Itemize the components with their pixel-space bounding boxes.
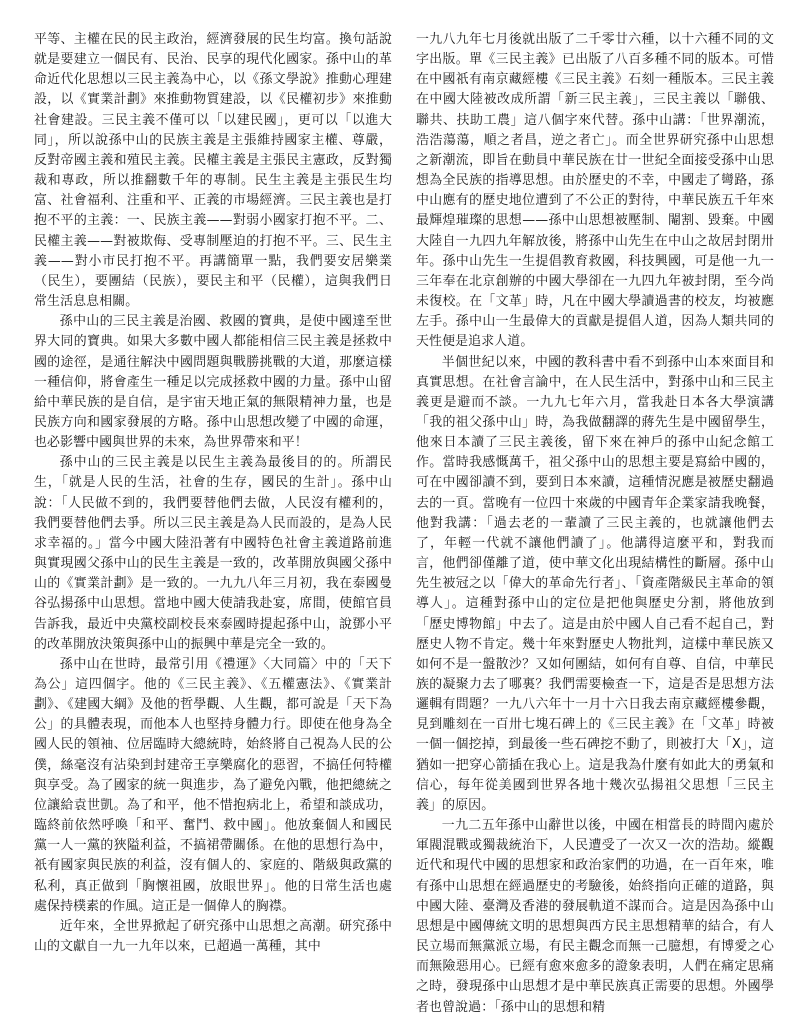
paragraph: 孫中山在世時，最常引用《禮運》〈大同篇〉中的「天下為公」這四個字。他的《三民主義》、《五權憲法》、《實業計劃》、《建國大綱》及他的哲學觀、人生觀，都可說是「天下為公」的具體表現，而他本人也堅持身體力行。即使在他身為全國人民的領袖、位居臨時大總統時，始終將自己視為人民的公僕，絲毫沒有沾染到封建帝王享樂腐化的惡習，不搞任何特權與享受。為了國家的統一與進步，為了避免內戰，他把總統之位讓給袁世凱。為了和平，他不惜抱病北上，希望和談成功，臨終前依然呼喚「和平、奮鬥、救中國」。他放棄個人和國民黨一人一黨的狹隘利益，不搞裙帶關係。在他的思想行為中，祇有國家與民族的利益，沒有個人的、家庭的、階級與政黨的私利，真正做到「胸懷祖國，放眼世界」。他的日常生活也處處保持樸素的作風。這正是一個偉人的胸襟。 xyxy=(34,656,392,914)
left-column xyxy=(34,30,392,1000)
right-column xyxy=(416,30,774,1015)
paragraph: 半個世紀以來，中國的教科書中看不到孫中山本來面目和真實思想。在社會言論中，在人民生活中，對孫中山和三民主義更是避而不談。一九九七年六月，當我赴日本各大學演講「我的祖父孫中山」時，為我做翻譯的蔣先生是中國留學生，他來日本讀了三民主義後，留下來在神戶的孫中山紀念館工作。當時我感慨萬千，祖父孫中山的思想主要是寫給中國的，可在中國卻讀不到，要到日本來讀，這種情況應是被歷史翻過去的一頁。當晚有一位四十來歲的中國青年企業家請我晚餐，他對我講：「過去老的一輩讀了三民主義的，也就讓他們去了，年輕一代就不讓他們讀了」。他講得這麼平和，對我而言，他們卻僅離了道，使中華文化出現結構性的斷層。孫中山先生被冠之以「偉大的革命先行者」、「資產階級民主革命的領導人」。這種對孫中山的定位是把他與歷史分割，將他放到「歷史博物館」中去了。這是由於中國人自己看不起自己，對歷史人物不肯定。幾十年來對歷史人物批判，這樣中華民族又如何不是一盤散沙？又如何團結，如何有自尊、自信，中華民族的凝聚力去了哪裏？我們需要檢查一下，這是否是思想方法邏輯有問題？一九八六年十一月十六日我去南京藏經樓參觀，見到雕刻在一百卅七塊石碑上的《三民主義》在「文革」時被一個一個挖掉，到最後一些石碑挖不動了，則被打大「X」，這猶如一把穿心箭插在我心上。這是我為什麼有如此大的勇氣和信心，每年從美國到世界各地十幾次弘揚祖父思想「三民主義」的原因。 xyxy=(416,354,774,813)
paragraph: 一九二五年孫中山辭世以後，中國在相當長的時間內處於軍閥混戰或獨裁統治下，人民遭受了一次又一次的浩劫。縱觀近代和現代中國的思想家和政治家們的功過，在一百年來，唯有孫中山思想在經過歷史的考驗後，始終指向正確的道路，與中國大陸、臺灣及香港的發展軌道不謀而合。這是因為孫中山思想是中國傳統文明的思想與西方民主思想精華的結合，有人民立場而無黨派立場，有民主觀念而無一己臆想，有博愛之心而無險惡用心。已經有愈來愈多的證象表明，人們在痛定思痛之時，發現孫中山思想才是中華民族真正需要的思想。外國學者也曾說過：「孫中山的思想和精 xyxy=(416,818,774,1015)
paragraph: 孫中山的三民主義是治國、救國的寶典，是使中國達至世界大同的寶典。如果大多數中國人都能相信三民主義是拯救中國的途徑，是通往解決中國問題與戰勝挑戰的大道，那麼這樣一種信仰，將會產生一種足以完成拯救中國的力量。孫中山留給中華民族的是自信，是宇宙天地正氣的無限精神力量，也是民族方向和國家發展的方略。孫中山思想改變了中國的命運，也必影響中國與世界的未來，為世界帶來和平！ xyxy=(34,314,392,451)
paragraph: 平等、主權在民的民主政治，經濟發展的民生均富。換句話說就是要建立一個民有、民治、民享的現代化國家。孫中山的革命近代化思想以三民主義為中心，以《孫文學說》推動心理建設，以《實業計劃》來推動物質建設，以《民權初步》來推動社會建設。三民主義不僅可以「以建民國」，更可以「以進大同」，所以說孫中山的民族主義是主張維持國家主權、尊嚴，反對帝國主義和殖民主義。民權主義是主張民主憲政，反對獨裁和專政，所以推翻數千年的專制。民生主義是主張民生均富、社會福利、注重和平、正義的市場經濟。三民主義也是打抱不平的主義：一、民族主義——對弱小國家打抱不平。二、民權主義——對被欺侮、受專制壓迫的打抱不平。三、民生主義——對小市民打抱不平。再講簡單一點，我們要安居樂業（民生），要團結（民族），要民主和平（民權），這與我們日常生活息息相關。 xyxy=(34,32,392,310)
paragraph: 孫中山的三民主義是以民生主義為最後目的的。所謂民生，「就是人民的生活，社會的生存，國民的生計」。孫中山說：「人民做不到的，我們要替他們去做，人民沒有權利的，我們要替他們去爭。所以三民主義是為人民而設的，是為人民求幸福的。」當今中國大陸沿著有中國特色社會主義道路前進與實現國父孫中山的民生主義是一致的，改革開放與國父孫中山的《實業計劃》是一致的。一九九八年三月初，我在泰國曼谷弘揚孫中山思想。當地中國大使請我赴宴，席間，使館官員告訴我，最近中央黨校副校長來泰國時提起孫中山，說鄧小平的改革開放決策與孫中山的振興中華是完全一致的。 xyxy=(34,455,392,652)
paragraph: 近年來，全世界掀起了研究孫中山思想之高潮。研究孫中山的文獻自一九一九年以來，已超過一萬種，其中 xyxy=(34,918,392,955)
paragraph: 一九八九年七月後就出版了二千零廿六種，以十六種不同的文字出版。單《三民主義》已出版了八百多種不同的版本。可惜在中國祇有南京藏經樓《三民主義》石刻一種版本。三民主義在中國大陸被改成所謂「新三民主義」，三民主義以「聯俄、聯共、扶助工農」這八個字來代替。孫中山講：「世界潮流，浩浩蕩蕩，順之者昌，逆之者亡」。而全世界研究孫中山思想之新潮流，即旨在動員中華民族在廿一世紀全面接受孫中山思想為全民族的指導思想。由於歷史的不幸，中國走了彎路，孫中山應有的歷史地位遭到了不公正的對待，中華民族五千年來最輝煌璀璨的思想——孫中山思想被壓制、閹割、毀棄。中國大陸自一九四九年解放後，將孫中山先生在中山之故居封閉卅年。孫中山先生一生提倡教育救國，科技興國，可是他一九一三年奉在北京創辦的中國大學卻在一九四九年被封閉，至今尚未復校。在「文革」時，凡在中國大學讀過書的校友，均被應左手。孫中山一生最偉大的貢獻是提倡人道，因為人類共同的天性便是追求人道。 xyxy=(416,32,774,350)
